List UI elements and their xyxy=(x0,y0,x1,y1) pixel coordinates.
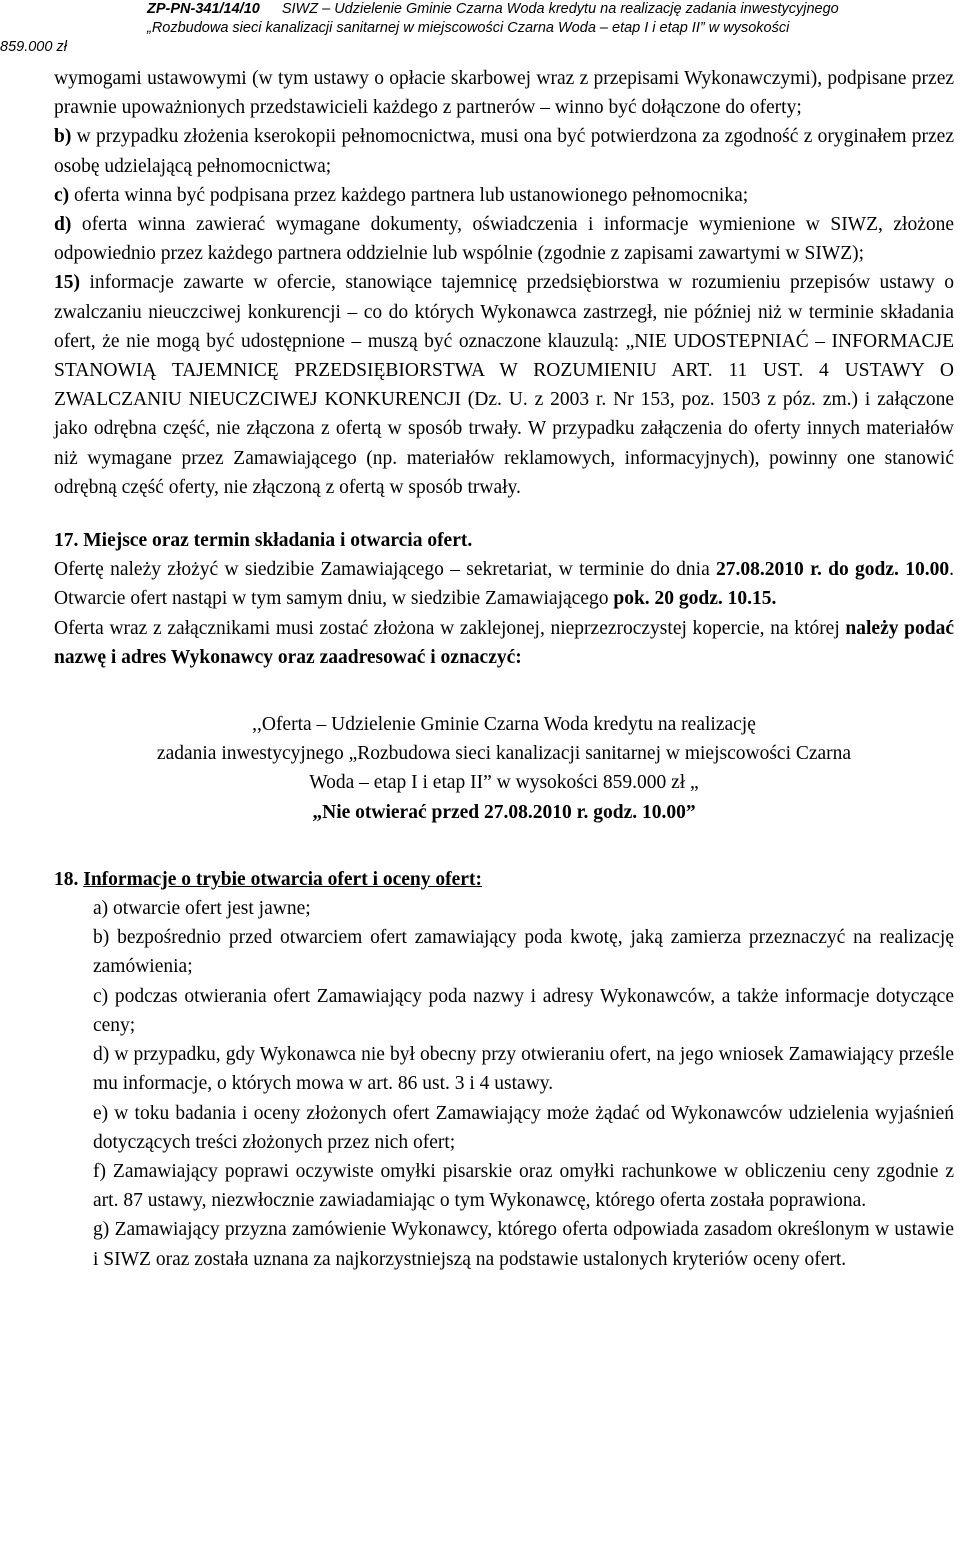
header-line-1 xyxy=(147,0,960,19)
point-b-label: b) xyxy=(54,126,72,148)
section-18-number: 18. xyxy=(54,868,84,890)
section-18-title xyxy=(54,865,954,894)
point-c-text: oferta winna być podpisana przez każdego partnera lub ustanowionego pełnomocnika; xyxy=(69,184,749,206)
envelope-label xyxy=(54,710,954,827)
s17-p1-text-a: Ofertę należy złożyć w siedzibie Zamawiającego – sekretariat, w terminie do dnia xyxy=(54,559,717,581)
list-item-d: d) w przypadku, gdy Wykonawca nie był obecny przy otwieraniu ofert, na jego wniosek Zamawiający prześle mu informacje, o których mowa w art. 86 ust. 3 i 4 ustawy. xyxy=(93,1044,954,1095)
s17-p1-text-c: . Otwarcie ofert nastąpi w tym samym dniu, w siedzibie Zamawiającego xyxy=(54,559,954,610)
list-item-f: f) Zamawiający poprawi oczywiste omyłki pisarskie oraz omyłki rachunkowe w obliczeniu ceny zgodnie z art. 87 ustawy, niezwłocznie zawiadamiając o tym Wykonawcę, którego oferta została poprawiona. xyxy=(93,1160,954,1212)
list-item-e: e) w toku badania i oceny złożonych ofert Zamawiający może żądać od Wykonawców udzielenia wyjaśnień dotyczących treści złożonych przez nich ofert; xyxy=(93,1102,954,1153)
header-line-3: 859.000 zł xyxy=(0,39,67,55)
submission-deadline: 27.08.2010 r. do godz. 10.00 xyxy=(716,559,950,581)
header-line-2: „Rozbudowa sieci kanalizacji sanitarnej w miejscowości Czarna Woda – etap I i etap II” w wysokości xyxy=(147,20,790,36)
point-15-label: 15) xyxy=(54,272,80,294)
section-17-title: 17. Miejsce oraz termin składania i otwarcia ofert. xyxy=(54,530,473,552)
do-not-open-notice: „Nie otwierać przed 27.08.2010 r. godz. 10.00” xyxy=(312,801,696,823)
continuation-paragraph: wymogami ustawowymi (w tym ustawy o opłacie skarbowej wraz z przepisami Wykonawczymi), podpisane przez prawnie upoważnionych przedstawicieli każdego z partnerów – winno być dołączone do oferty; xyxy=(54,68,954,119)
list-item-c: c) podczas otwierania ofert Zamawiający poda nazwy i adresy Wykonawców, a także informacje dotyczące ceny; xyxy=(93,985,954,1036)
section-18-list xyxy=(54,894,954,1274)
point-c-label: c) xyxy=(54,184,70,206)
envelope-line-1: ,,Oferta – Udzielenie Gminie Czarna Woda kredytu na realizację xyxy=(252,714,756,736)
point-d xyxy=(54,210,954,268)
point-d-text: oferta winna zawierać wymagane dokumenty, oświadczenia i informacje wymienione w SIWZ, złożone odpowiednio przez każdego partnera oddzielnie lub wspólnie (zgodnie z zapisami zawartymi w SIWZ); xyxy=(54,214,954,265)
section-17-paragraph-2 xyxy=(54,614,954,672)
document-body xyxy=(54,64,954,1274)
point-15-text: informacje zawarte w ofercie, stanowiące tajemnicę przedsiębiorstwa w rozumieniu przepisów ustawy o zwalczaniu nieuczciwej konkurencji – co do których Wykonawca zastrzegł, nie później niż w terminie składania ofert, że nie mogą być udostępnione – muszą być oznaczone klauzulą: „NIE UDOSTEPNIAĆ – INFORMACJE STANOWIĄ TAJEMNICĘ PRZEDSIĘBIORSTWA W ROZUMIENIU ART. 11 UST. 4 USTAWY O ZWALCZANIU NIEUCZCIWEJ KONKURENCJI (Dz. U. z 2003 r. Nr 153, poz. 1503 z póz. zm.) i załączone jako odrębna część, nie złączona z ofertą w sposób trwały. W przypadku załączenia do oferty innych materiałów niż wymagane przez Zamawiającego (np. materiałów reklamowych, informacyjnych), powinny one stanowić odrębną część oferty, nie złączoną z ofertą w sposób trwały. xyxy=(54,272,954,498)
document-id: ZP-PN-341/14/10 xyxy=(147,1,260,17)
header-title-part-1: SIWZ – Udzielenie Gminie Czarna Woda kredytu na realizację zadania inwestycyjnego xyxy=(281,1,839,17)
envelope-line-2: zadania inwestycyjnego „Rozbudowa sieci kanalizacji sanitarnej w miejscowości Czarna xyxy=(156,743,852,765)
point-c xyxy=(54,181,954,210)
s17-p2-text-bold: należy podać nazwę i adres Wykonawcy oraz zaadresować i oznaczyć: xyxy=(54,617,954,668)
point-15 xyxy=(54,268,954,502)
opening-time: pok. 20 godz. 10.15. xyxy=(613,588,777,610)
section-17-paragraph-1 xyxy=(54,555,954,613)
section-18-title-text: Informacje o trybie otwarcia ofert i oceny ofert: xyxy=(83,868,482,890)
point-d-label: d) xyxy=(54,214,72,236)
point-b xyxy=(54,122,954,180)
page-header xyxy=(0,0,960,57)
s17-p2-text-a: Oferta wraz z załącznikami musi zostać złożona w zaklejonej, nieprzezroczystej kopercie, na której xyxy=(54,617,846,639)
list-item-g: g) Zamawiający przyzna zamówienie Wykonawcy, którego oferta odpowiada zasadom określonym w ustawie i SIWZ oraz została uznana za najkorzystniejszą na podstawie ustalonych kryteriów oceny ofert. xyxy=(93,1219,954,1270)
list-item-a: a) otwarcie ofert jest jawne; xyxy=(93,898,311,920)
envelope-line-3: Woda – etap I i etap II” w wysokości 859.000 zł „ xyxy=(309,772,699,794)
point-b-text: w przypadku złożenia kserokopii pełnomocnictwa, musi ona być potwierdzona za zgodność z oryginałem przez osobę udzielającą pełnomocnictwa; xyxy=(54,126,954,177)
list-item-b: b) bezpośrednio przed otwarciem ofert zamawiający poda kwotę, jaką zamierza przeznaczyć na realizację zamówienia; xyxy=(93,927,954,978)
